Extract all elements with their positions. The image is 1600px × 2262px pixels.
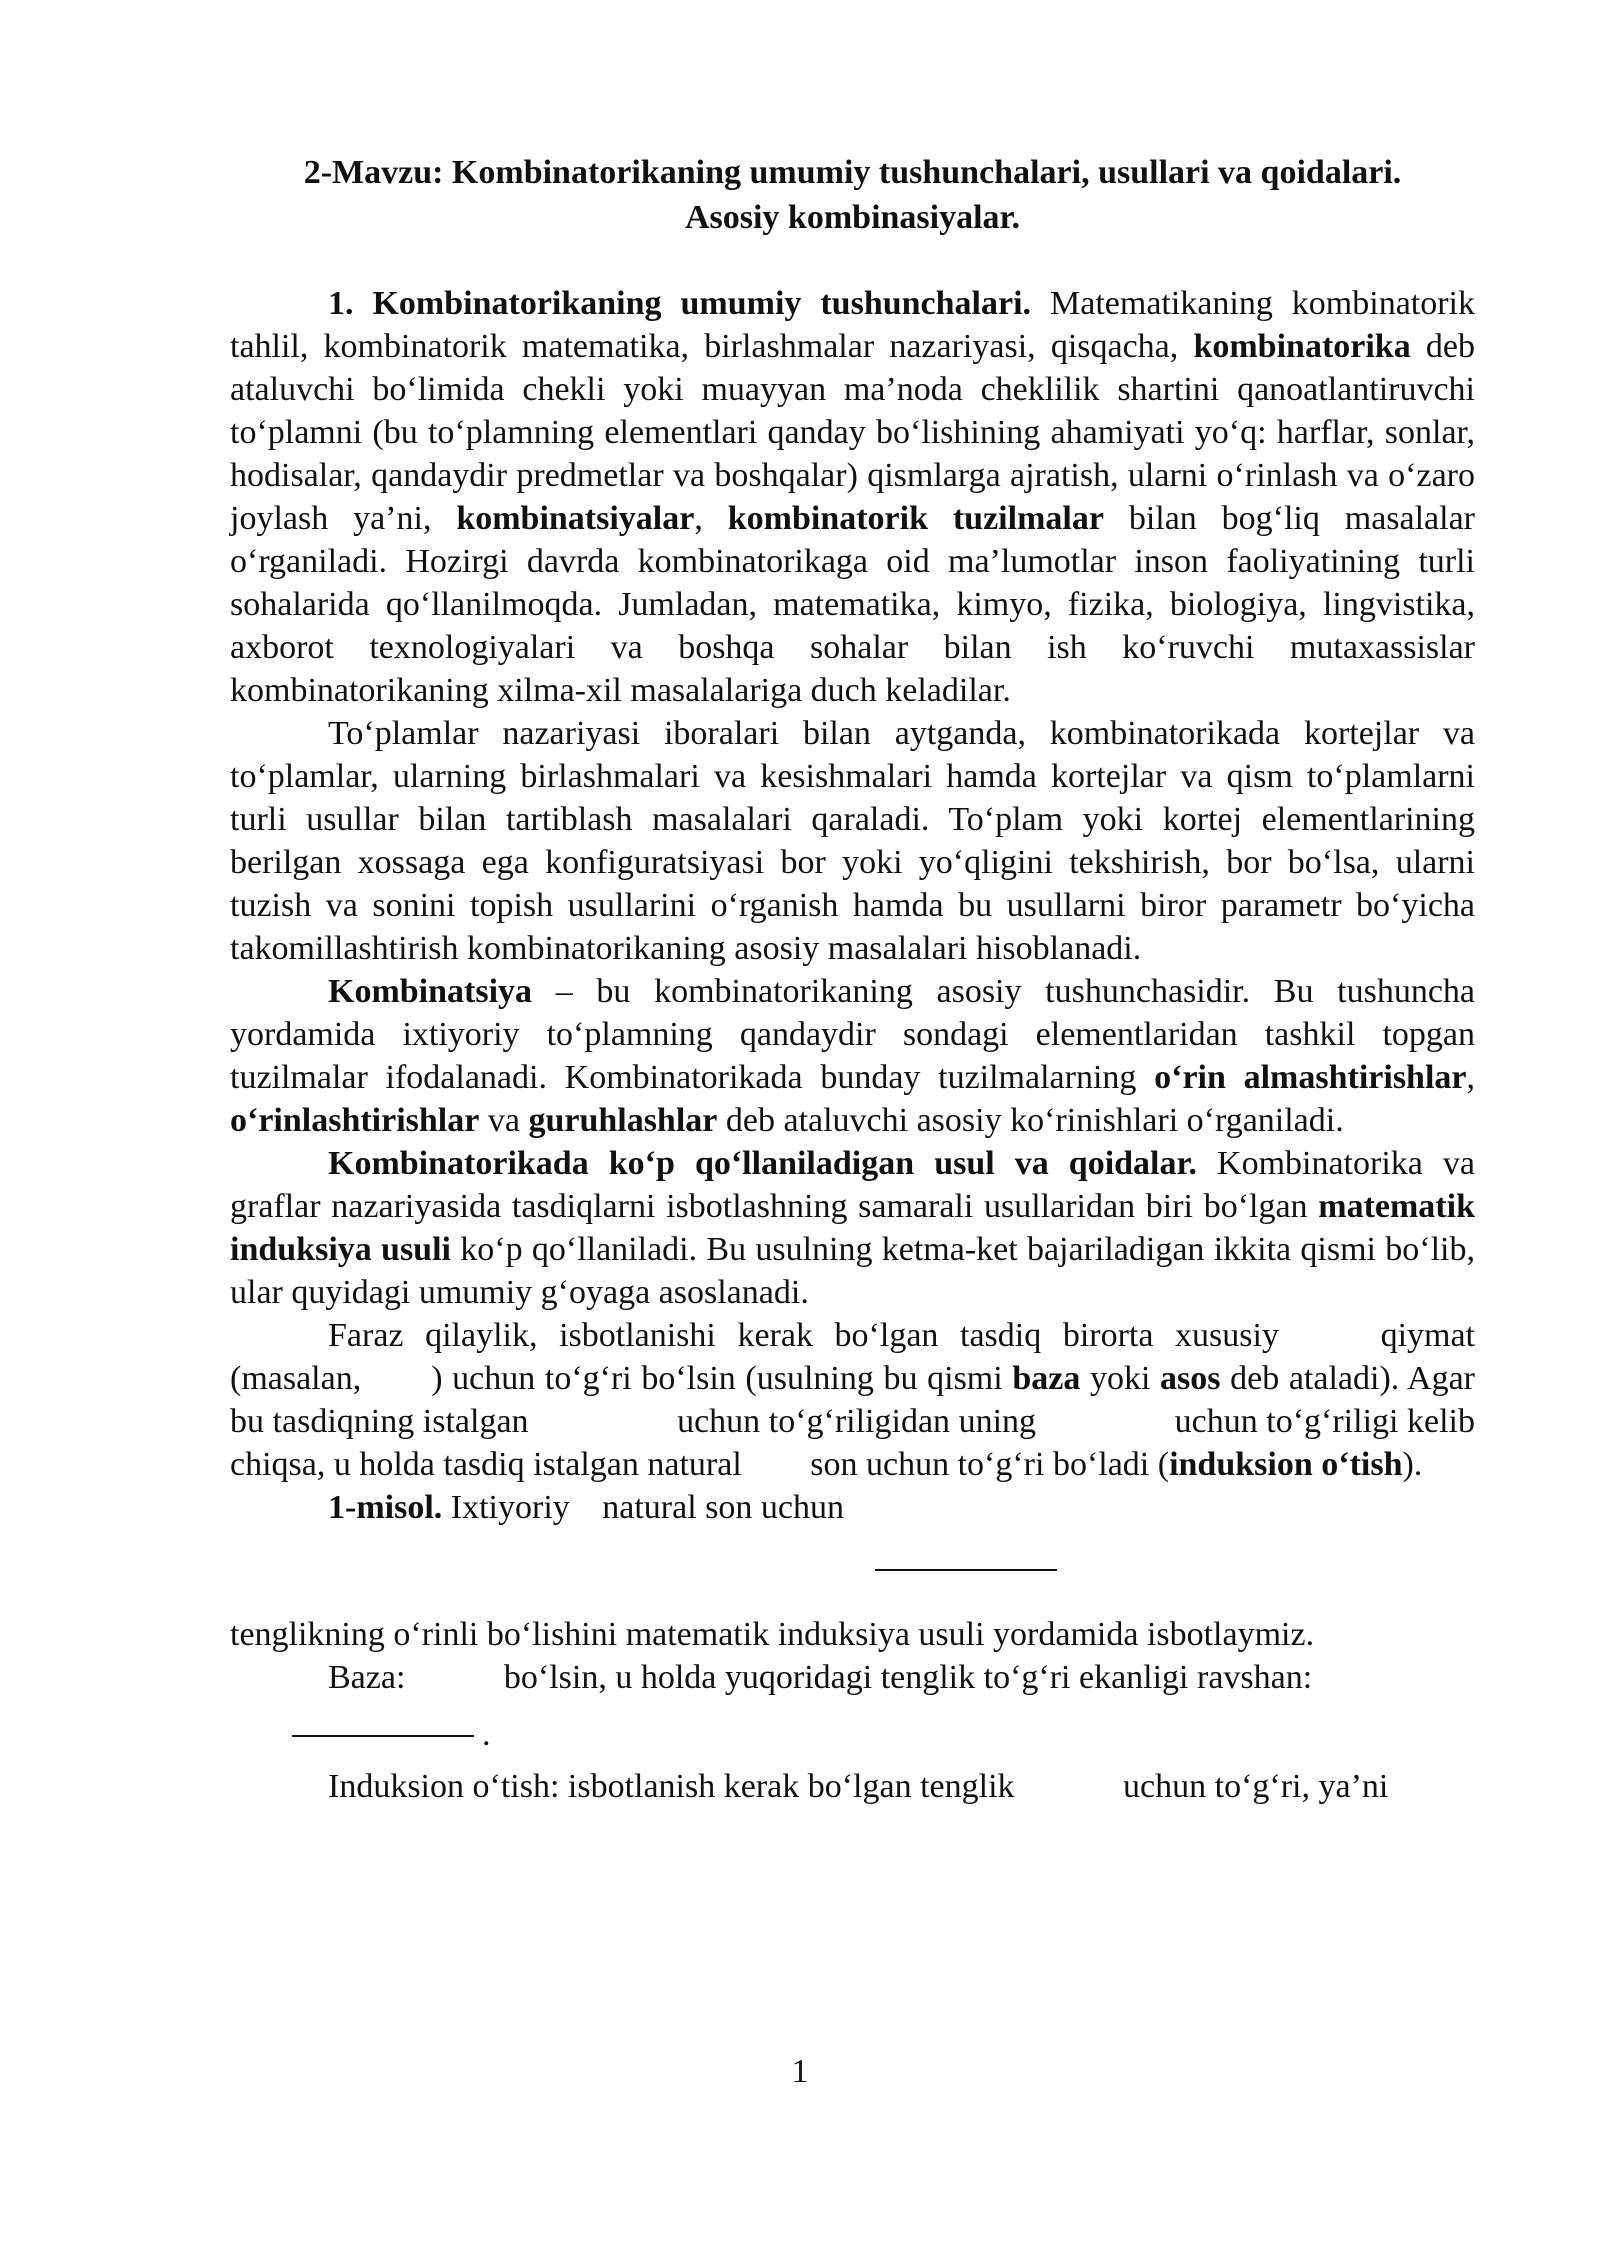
document-body [230, 282, 1475, 1808]
paragraph-1: 1. Kombinatorikaning umumiy tushunchalari. Matematikaning kombinatorik tahlil, kombinatorik matematika, birlashmalar nazariyasi, qisqacha, kombinatorika deb ataluvchi bo‘limida chekli yoki muayyan ma’noda cheklilik shartini qanoatlantiruvchi to‘plamni (bu to‘plamning elementlari qanday bo‘lishining ahamiyati yo‘q: harflar, sonlar, hodisalar, qandaydir predmetlar va boshqalar) qismlarga ajratish, ularni o‘rinlash va o‘zaro joylash ya’ni, kombinatsiyalar, kombinatorik tuzilmalar bilan bog‘liq masalalar o‘rganiladi. Hozirgi davrda kombinatorikaga oid ma’lumotlar inson faoliyatining turli sohalarida qo‘llanilmoqda. Jumladan, matematika, kimyo, fizika, biologiya, lingvistika, axborot texnologiyalari va boshqa sohalar bilan ish ko‘ruvchi mutaxassislar kombinatorikaning xilma-xil masalalariga duch keladilar. [230, 285, 1476, 709]
paragraph-5: Faraz qilaylik, isbotlanishi kerak bo‘lgan tasdiq birorta xususiy qiymat (masalan, ) uchun to‘g‘ri bo‘lsin (usulning bu qismi baza yoki asos deb ataladi). Agar bu tasdiqning istalgan uchun to‘g‘riligidan uning uchun to‘g‘riligi kelib chiqsa, u holda tasdiq istalgan natural son uchun to‘g‘ri bo‘ladi (induksion o‘tish). [230, 1317, 1476, 1483]
formula-end-dot: . [482, 1716, 491, 1753]
formula-1 [230, 1529, 1475, 1613]
section-heading: 1. Kombinatorikaning umumiy tushunchalari. [328, 285, 1032, 322]
paragraph-base: Baza: bo‘lsin, u holda yuqoridagi tenglik to‘g‘ri ekanligi ravshan: [328, 1659, 1313, 1696]
paragraph-3: Kombinatsiya – bu kombinatorikaning asosiy tushunchasidir. Bu tushuncha yordamida ixtiyoriy to‘plamning qandaydir sondagi elementlaridan tashkil topgan tuzilmalar ifodalanadi. Kombinatorikada bunday tuzilmalarning o‘rin almashtirishlar, o‘rinlashtirishlar va guruhlashlar deb ataluvchi asosiy ko‘rinishlari o‘rganiladi. [230, 973, 1475, 1139]
document-title [230, 150, 1475, 240]
fraction-bar [292, 1735, 474, 1737]
title-line-1: 2-Mavzu: Kombinatorikaning umumiy tushunchalari, usullari va qoidalari. [303, 154, 1402, 191]
paragraph-example-1: 1-misol. Ixtiyoriy natural son uchun [328, 1489, 844, 1526]
title-line-2: Asosiy kombinasiyalar. [684, 199, 1021, 236]
formula-2 [230, 1699, 1475, 1765]
paragraph-7: tenglikning o‘rinli bo‘lishini matematik induksiya usuli yordamida isbotlaymiz. [230, 1616, 1315, 1653]
fraction-bar [875, 1569, 1057, 1571]
paragraph-2: To‘plamlar nazariyasi iboralari bilan aytganda, kombinatorikada kortejlar va to‘plamlar, ularning birlashmalari va kesishmalari hamda kortejlar va qism to‘plamlarni turli usullar bilan tartiblash masalalari qaraladi. To‘plam yoki kortej elementlarining berilgan xossaga ega konfiguratsiyasi bor yoki yo‘qligini tekshirish, bor bo‘lsa, ularni tuzish va sonini topish usullarini o‘rganish hamda bu usullarni biror parametr bo‘yicha takomillashtirish kombinatorikaning asosiy masalalari hisoblanadi. [230, 715, 1475, 967]
paragraph-induction: Induksion o‘tish: isbotlanish kerak bo‘lgan tenglik uchun to‘g‘ri, ya’ni [328, 1768, 1389, 1805]
page-number: 1 [791, 2053, 809, 2090]
paragraph-4: Kombinatorikada ko‘p qo‘llaniladigan usul va qoidalar. Kombinatorika va graflar nazariyasida tasdiqlarni isbotlashning samarali usullaridan biri bo‘lgan matematik induksiya usuli ko‘p qo‘llaniladi. Bu usulning ketma-ket bajariladigan ikkita qismi bo‘lib, ular quyidagi umumiy g‘oyaga asoslanadi. [230, 1145, 1476, 1311]
